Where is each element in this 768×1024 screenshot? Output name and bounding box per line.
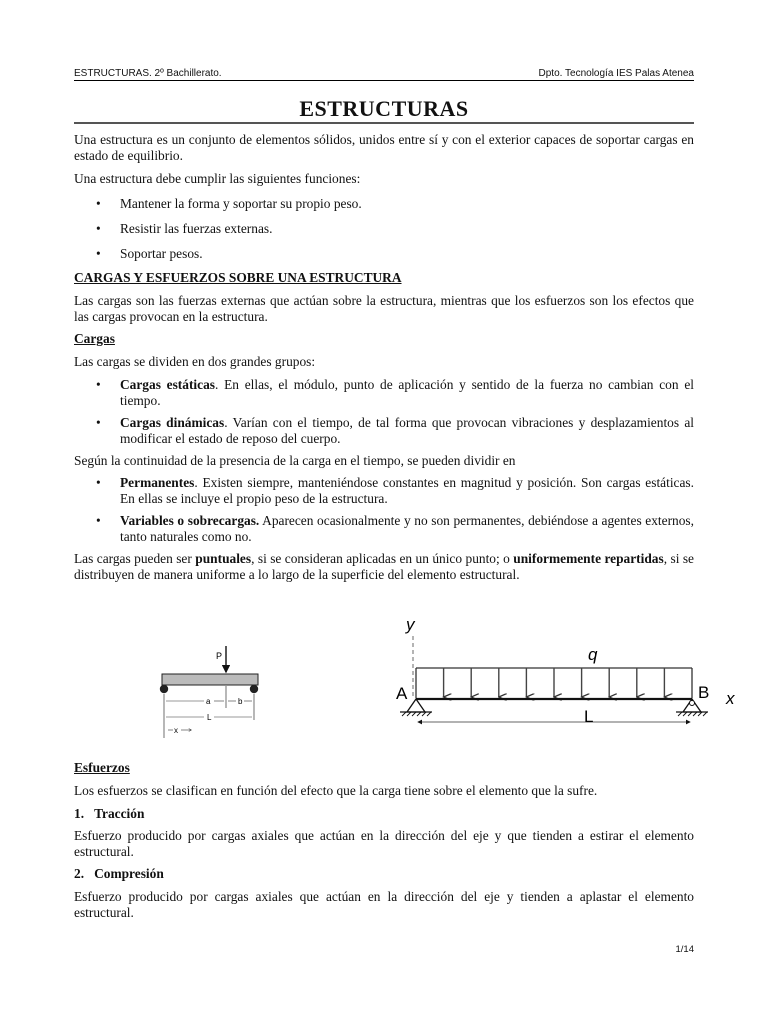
intro-bullet-1: Mantener la forma y soportar su propio peso. — [120, 196, 362, 211]
bullet-mark: • — [96, 246, 101, 261]
distributed-load-beam-figure — [392, 612, 735, 728]
subheading-esfuerzos: Esfuerzos — [74, 760, 130, 775]
label-a: a — [206, 697, 211, 706]
bullet-permanentes: Permanentes. Existen siempre, manteniéndose constantes en magnitud y posición. Son cargas estáticas. En ellas se incluye el propio peso de la estructura. — [120, 475, 694, 506]
label-L-span: L — [584, 707, 594, 726]
header-right: Dpto. Tecnología IES Palas Atenea — [538, 68, 694, 79]
label-x-axis: x — [726, 689, 735, 708]
label-P: P — [216, 651, 223, 661]
intro-paragraph-1: Una estructura es un conjunto de elementos sólidos, unidos entre sí y con el exterior capaces de soportar cargas en estado de equilibrio. — [74, 132, 694, 163]
header-left: ESTRUCTURAS. 2º Bachillerato. — [74, 68, 222, 79]
bullet-mark: • — [96, 221, 101, 236]
cargas-paragraph-3: Las cargas pueden ser puntuales, si se consideran aplicadas en un único punto; o uniformemente repartidas, si se distribuyen de manera uniforme a lo largo de la superficie del elemento estructural. — [74, 551, 694, 582]
title-rule — [74, 122, 694, 124]
bullet-mark: • — [96, 377, 101, 392]
label-L: L — [207, 713, 212, 722]
intro-paragraph-2: Una estructura debe cumplir las siguientes funciones: — [74, 171, 361, 186]
page-header — [74, 68, 694, 81]
bullet-cargas-dinamicas: Cargas dinámicas. Varían con el tiempo, de tal forma que provocan vibraciones y desplazamientos al modificar el estado de reposo del cuerpo. — [120, 415, 694, 446]
bullet-variables: Variables o sobrecargas. Aparecen ocasionalmente y no son permanentes, debiéndose a agentes externos, tanto naturales como no. — [120, 513, 694, 544]
label-b: b — [238, 697, 243, 706]
page-number: 1/14 — [675, 944, 694, 955]
bullet-mark: • — [96, 475, 101, 490]
heading-compresion: 2. Compresión — [74, 866, 164, 881]
label-A: A — [396, 684, 408, 703]
bullet-mark: • — [96, 196, 101, 211]
page-title: ESTRUCTURAS — [299, 96, 469, 121]
cargas-paragraph-1: Las cargas se dividen en dos grandes grupos: — [74, 354, 316, 369]
bullet-cargas-estaticas: Cargas estáticas. En ellas, el módulo, punto de aplicación y sentido de la fuerza no cambian con el tiempo. — [120, 377, 694, 408]
label-y: y — [406, 615, 415, 634]
compresion-paragraph: Esfuerzo producido por cargas axiales que actúan en la dirección del eje y tienden a aplastar el elemento estructural. — [74, 889, 694, 920]
intro-bullet-3: Soportar pesos. — [120, 246, 203, 261]
intro-bullet-2: Resistir las fuerzas externas. — [120, 221, 273, 236]
traccion-paragraph: Esfuerzo producido por cargas axiales que actúan en la dirección del eje y que tienden a estirar el elemento estructural. — [74, 828, 694, 859]
section-heading-cargas-esfuerzos: CARGAS Y ESFUERZOS SOBRE UNA ESTRUCTURA — [74, 270, 402, 285]
bullet-mark: • — [96, 415, 101, 430]
subheading-cargas: Cargas — [74, 331, 115, 346]
bullet-mark: • — [96, 513, 101, 528]
heading-traccion: 1. Tracción — [74, 806, 145, 821]
label-B: B — [698, 683, 710, 702]
section1-paragraph: Las cargas son las fuerzas externas que actúan sobre la estructura, mientras que los esfuerzos son los efectos que las cargas provocan en la estructura. — [74, 293, 694, 324]
point-load-beam-figure — [154, 638, 274, 742]
label-x: x — [174, 726, 178, 735]
esfuerzos-paragraph: Los esfuerzos se clasifican en función del efecto que la carga tiene sobre el elemento que la sufre. — [74, 783, 598, 798]
label-q: q — [588, 645, 598, 664]
cargas-paragraph-2: Según la continuidad de la presencia de la carga en el tiempo, se pueden dividir en — [74, 453, 516, 468]
